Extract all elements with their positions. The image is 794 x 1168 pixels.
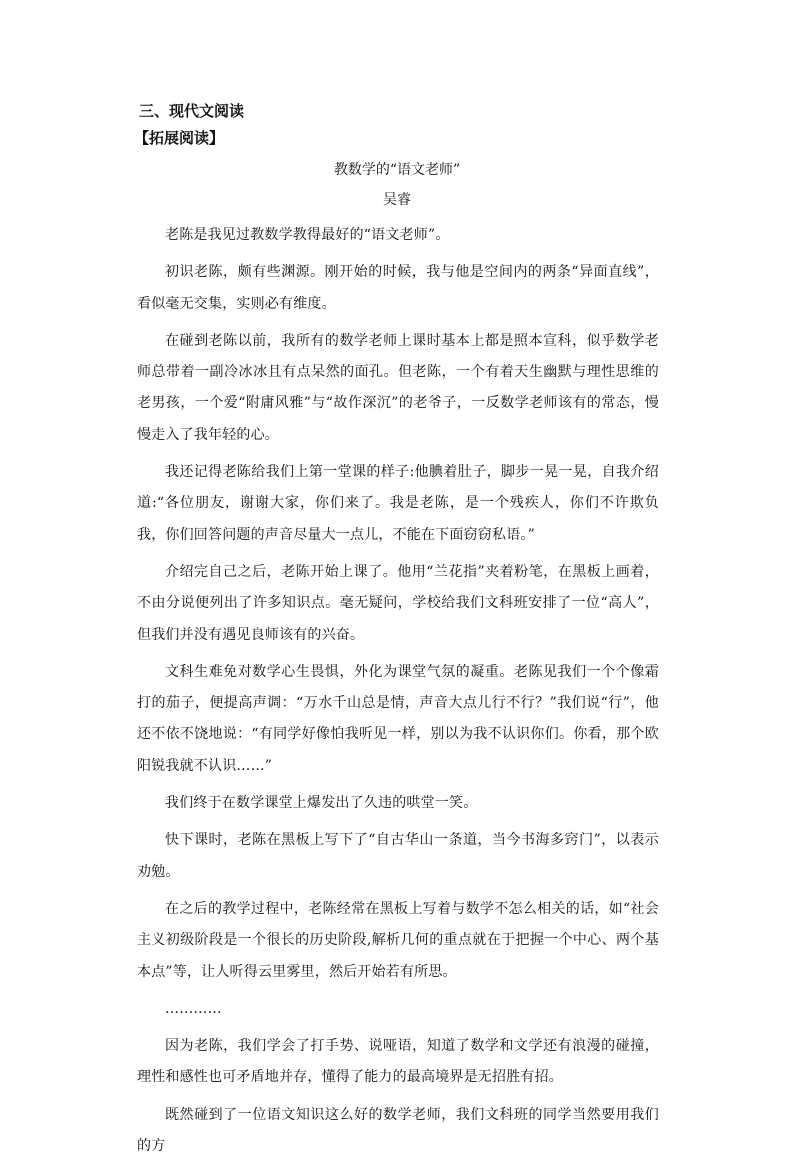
ellipsis-separator: ………… xyxy=(165,1000,222,1017)
sub-heading: 【拓展阅读】 xyxy=(134,129,225,147)
paragraph: 我们终于在数学课堂上爆发出了久违的哄堂一笑。 xyxy=(165,795,478,812)
paragraph: 老陈是我见过教数学教得最好的“语文老师”。 xyxy=(165,227,450,243)
paragraph: 因为老陈，我们学会了打手势、说哑语，知道了数学和文学还有浪漫的碰撞，理性和感性也可矛盾地并存，懂得了能力的最高境界是无招胜有招。 xyxy=(137,1038,659,1086)
section-heading: 三、现代文阅读 xyxy=(139,102,245,120)
article-title: 教数学的“语文老师” xyxy=(333,162,461,178)
paragraph: 在之后的教学过程中，老陈经常在黑板上写着与数学不怎么相关的话，如“社会主义初级阶段是一个很长的历史阶段,解析几何的重点就在于把握一个中心、两个基本点”等，让人听得云里雾里，然后开始若有所思。 xyxy=(137,900,659,980)
paragraph: 我还记得老陈给我们上第一堂课的样子:他腆着肚子，脚步一晃一晃，自我介绍道:“各位朋友，谢谢大家，你们来了。我是老陈，是一个残疾人，你们不许欺负我，你们回答问题的声音尽量大一点儿，不能在下面窃窃私语。” xyxy=(137,464,659,543)
paragraph: 在碰到老陈以前，我所有的数学老师上课时基本上都是照本宣科，似乎数学老师总带着一副冷冰冰且有点呆然的面孔。但老陈，一个有着天生幽默与理性思维的老男孩，一个爱“附庸风雅”与“故作深沉”的老爷子，一反数学老师该有的常态，慢慢走入了我年轻的心。 xyxy=(137,332,659,443)
paragraph: 既然碰到了一位语文知识这么好的数学老师，我们文科班的同学当然要用我们的方 xyxy=(137,1106,659,1155)
paragraph: 介绍完自己之后，老陈开始上课了。他用“兰花指”夹着粉笔，在黑板上画着，不由分说便列出了许多知识点。毫无疑问，学校给我们文科班安排了一位“高人”，但我们并没有遇见良师该有的兴奋。 xyxy=(137,563,659,643)
paragraph: 快下课时，老陈在黑板上写下了“自古华山一条道，当今书海多窍门”，以表示劝勉。 xyxy=(137,832,659,880)
article-body xyxy=(137,220,659,1168)
article-author: 吴睿 xyxy=(383,192,411,208)
paragraph: 文科生难免对数学心生畏惧，外化为课堂气氛的凝重。老陈见我们一个个像霜打的茄子，便提高声调：“万水千山总是情，声音大点儿行不行？”我们说“行”，他还不依不饶地说：“有同学好像怕我听见一样，别以为我不认识你们。你看，那个欧阳锐我就不认识……” xyxy=(137,663,659,774)
paragraph: 初识老陈，颇有些渊源。刚开始的时候，我与他是空间内的两条“异面直线”，看似毫无交集，实则必有维度。 xyxy=(137,264,659,312)
